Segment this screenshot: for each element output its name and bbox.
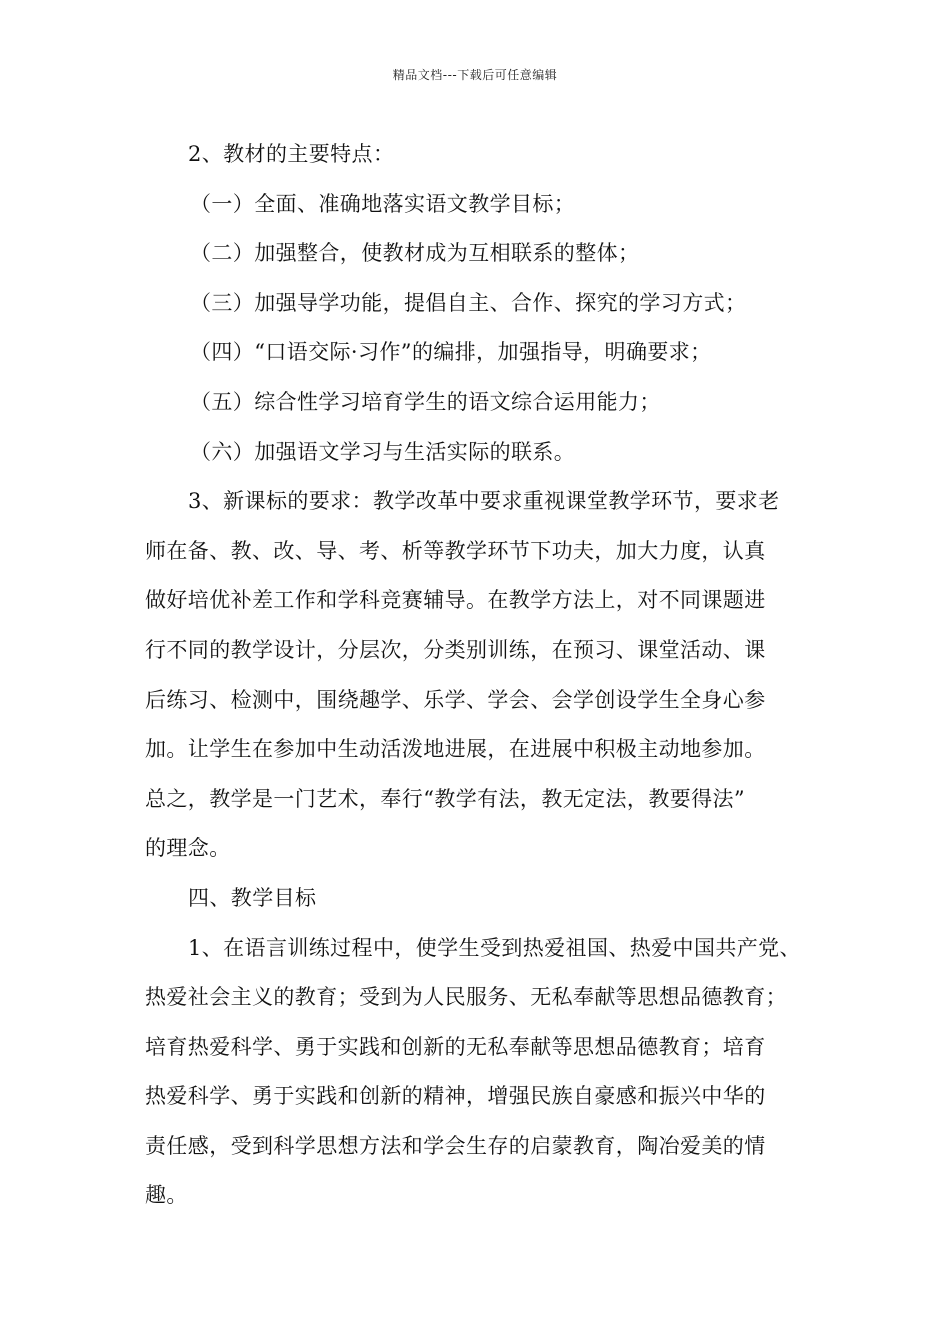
feature-item-2: （二）加强整合，使教材成为互相联系的整体；	[190, 241, 640, 266]
paragraph-line: 后练习、检测中，围绕趣学、乐学、学会、会学创设学生全身心参	[145, 687, 766, 712]
page-header: 精品文档---下载后可任意编辑	[392, 68, 558, 82]
paragraph-line: 总之，教学是一门艺术，奉行“教学有法，教无定法，教要得法”	[145, 786, 746, 811]
feature-item-6: （六）加强语文学习与生活实际的联系。	[190, 439, 576, 464]
feature-item-3: （三）加强导学功能，提倡自主、合作、探究的学习方式；	[190, 290, 747, 315]
paragraph-line: 热爱科学、勇于实践和创新的精神，增强民族自豪感和振兴中华的	[145, 1084, 766, 1109]
paragraph-line: 责任感，受到科学思想方法和学会生存的启蒙教育，陶冶爱美的情	[145, 1133, 766, 1158]
paragraph-line: 的理念。	[145, 836, 231, 861]
document-body	[145, 130, 825, 1221]
section-heading-textbook-features: 2、教材的主要特点：	[188, 142, 395, 166]
paragraph-line: 趣。	[145, 1183, 188, 1208]
paragraph-line: 师在备、教、改、导、考、析等教学环节下功夫，加大力度，认真	[145, 538, 766, 563]
feature-item-4: （四）“口语交际·习作”的编排，加强指导，明确要求；	[190, 340, 712, 365]
paragraph-line: 做好培优补差工作和学科竞赛辅导。在教学方法上，对不同课题进	[145, 588, 766, 613]
feature-item-1: （一）全面、准确地落实语文教学目标；	[190, 191, 576, 216]
paragraph-line: 热爱社会主义的教育；受到为人民服务、无私奉献等思想品德教育；	[145, 985, 787, 1010]
section-heading-teaching-goals: 四、教学目标	[188, 885, 317, 910]
paragraph-line: 3、新课标的要求：教学改革中要求重视课堂教学环节，要求老	[188, 489, 780, 514]
paragraph-line: 1、在语言训练过程中，使学生受到热爱祖国、热爱中国共产党、	[188, 935, 801, 960]
feature-item-5: （五）综合性学习培育学生的语文综合运用能力；	[190, 389, 661, 414]
paragraph-line: 行不同的教学设计，分层次，分类别训练，在预习、课堂活动、课	[145, 637, 766, 662]
paragraph-line: 培育热爱科学、勇于实践和创新的无私奉献等思想品德教育；培育	[145, 1034, 766, 1059]
paragraph-line: 加。让学生在参加中生动活泼地进展，在进展中积极主动地参加。	[145, 737, 766, 762]
